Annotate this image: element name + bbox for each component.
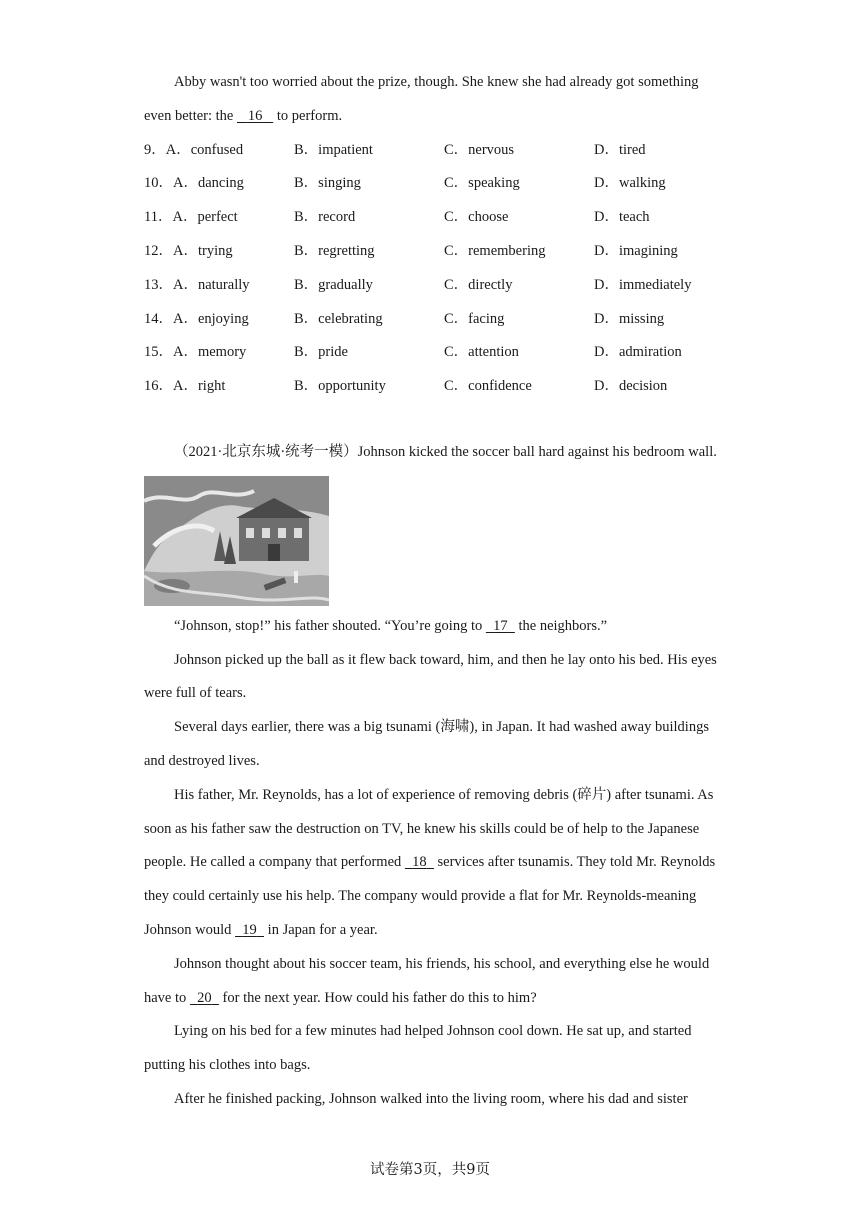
answer-options	[144, 134, 724, 404]
section-gap	[144, 404, 724, 436]
option-row-11	[144, 201, 724, 235]
tsunami-illustration	[144, 476, 329, 606]
option-b: B．impatient	[294, 141, 373, 158]
option-row-12	[144, 235, 724, 269]
option-c: C．attention	[444, 344, 519, 361]
option-d: D．tired	[594, 141, 646, 158]
option-c: C．choose	[444, 209, 509, 226]
passage2-intro: （2021·北京东城·统考一模）Johnson kicked the soccer ball hard against his bedroom wall.	[174, 443, 717, 460]
option-c: C．confidence	[444, 378, 532, 395]
option-d: D．immediately	[594, 276, 692, 293]
blank-20: 20	[197, 989, 212, 1006]
option-b: B．singing	[294, 175, 361, 192]
option-c: C．remembering	[444, 242, 546, 259]
blank-18: 18	[412, 854, 427, 871]
question-number: 13．	[144, 276, 173, 293]
option-d: D．teach	[594, 209, 650, 226]
option-b: B．celebrating	[294, 310, 383, 327]
option-c: C．directly	[444, 276, 513, 293]
option-a: A．right	[173, 378, 226, 395]
question-number: 16．	[144, 378, 173, 395]
option-a: A．memory	[173, 344, 247, 361]
option-b: B．regretting	[294, 242, 375, 259]
passage2-paragraph-3: Several days earlier, there was a big tsunami (海啸), in Japan. It had washed away buildings and destroyed lives.	[144, 719, 709, 769]
option-row-15	[144, 336, 724, 370]
option-a: A．trying	[173, 242, 233, 259]
exam-page	[144, 0, 724, 1117]
option-a: A．dancing	[173, 175, 244, 192]
passage2-paragraph-4: His father, Mr. Reynolds, has a lot of experience of removing debris (碎片) after tsunami. As soon as his father saw the destruction on TV, he knew his skills could be of help to the Japanese people. He called a company that performed 18 services after tsunamis. They told Mr. Reynolds they could certainly use his help. The company would provide a flat for Mr. Reynolds-meaning Johnson would 19 in Japan for a year.	[144, 786, 716, 938]
question-number: 11．	[144, 209, 173, 226]
option-d: D．walking	[594, 175, 666, 192]
option-c: C．nervous	[444, 141, 515, 158]
question-number: 12．	[144, 242, 173, 259]
question-number: 9．	[144, 141, 166, 158]
option-row-13	[144, 269, 724, 303]
question-number: 10．	[144, 175, 173, 192]
blank-17: 17	[493, 617, 508, 634]
option-b: B．pride	[294, 344, 348, 361]
question-number: 14．	[144, 310, 173, 327]
option-c: C．speaking	[444, 175, 520, 192]
option-b: B．opportunity	[294, 378, 386, 395]
passage2-paragraph-7: After he finished packing, Johnson walked into the living room, where his dad and sister	[174, 1090, 688, 1107]
option-a: A．enjoying	[173, 310, 249, 327]
passage2-paragraph-5: Johnson thought about his soccer team, his friends, his school, and everything else he would have to 20 for the next year. How could his father do this to him?	[144, 955, 710, 1006]
question-number: 15．	[144, 344, 173, 361]
option-b: B．record	[294, 209, 356, 226]
option-c: C．facing	[444, 310, 505, 327]
blank-16: 16	[247, 107, 263, 124]
option-row-16	[144, 370, 724, 404]
option-row-10	[144, 167, 724, 201]
option-d: D．imagining	[594, 242, 678, 259]
blank-19: 19	[242, 921, 257, 938]
passage1-closing-paragraph	[144, 66, 724, 134]
option-row-14	[144, 303, 724, 337]
option-d: D．decision	[594, 378, 668, 395]
text-segment: Abby wasn't too worried about the prize, though. She knew she had already got something even better: the	[144, 74, 699, 124]
option-a: A．perfect	[172, 209, 238, 226]
option-a: A．naturally	[173, 276, 250, 293]
option-d: D．admiration	[594, 344, 682, 361]
passage2-paragraph-1: “Johnson, stop!” his father shouted. “You’re going to 17 the neighbors.”	[174, 617, 608, 634]
option-a: A．confused	[165, 141, 244, 158]
page-footer: 试卷第3页，共9页	[370, 1162, 490, 1178]
option-row-9	[144, 134, 724, 168]
passage2-paragraph-6: Lying on his bed for a few minutes had helped Johnson cool down. He sat up, and started putting his clothes into bags.	[144, 1023, 692, 1074]
text-segment: to perform.	[273, 107, 343, 124]
option-d: D．missing	[594, 310, 665, 327]
option-b: B．gradually	[294, 276, 373, 293]
passage2-paragraph-2: Johnson picked up the ball as it flew back toward, him, and then he lay onto his bed. His eyes were full of tears.	[144, 651, 717, 702]
